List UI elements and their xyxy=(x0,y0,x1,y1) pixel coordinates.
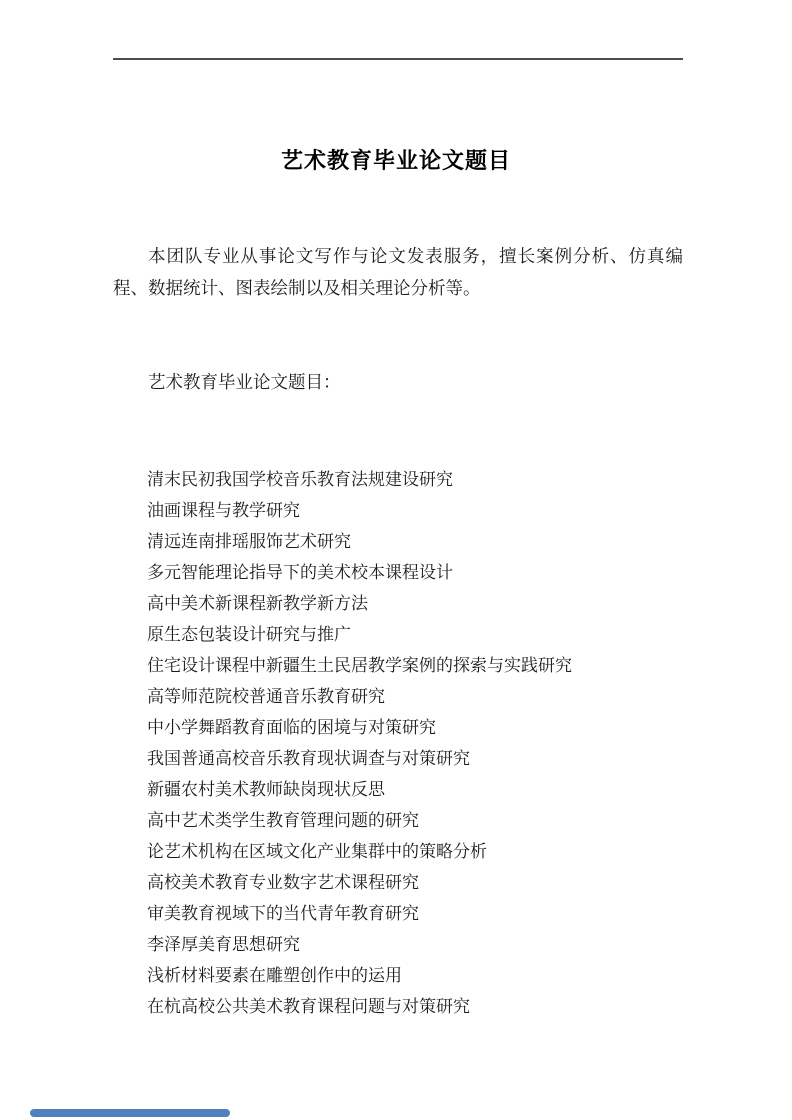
topic-item: 浅析材料要素在雕塑创作中的运用 xyxy=(147,966,402,985)
topic-item: 原生态包装设计研究与推广 xyxy=(147,625,351,644)
topic-item: 在杭高校公共美术教育课程问题与对策研究 xyxy=(147,997,470,1016)
top-horizontal-rule xyxy=(113,58,683,60)
topic-item: 清末民初我国学校音乐教育法规建设研究 xyxy=(147,470,453,489)
topic-item: 油画课程与教学研究 xyxy=(147,501,300,520)
intro-paragraph: 本团队专业从事论文写作与论文发表服务，擅长案例分析、仿真编程、数据统计、图表绘制以及相关理论分析等。 xyxy=(113,246,683,298)
topic-list xyxy=(113,464,713,1022)
topic-item: 高中艺术类学生教育管理问题的研究 xyxy=(147,811,419,830)
topic-list-heading: 艺术教育毕业论文题目： xyxy=(148,372,341,392)
bottom-accent-bar xyxy=(30,1109,230,1117)
topic-item: 多元智能理论指导下的美术校本课程设计 xyxy=(147,563,453,582)
topic-item: 高校美术教育专业数字艺术课程研究 xyxy=(147,873,419,892)
topic-item: 高中美术新课程新教学新方法 xyxy=(147,594,368,613)
topic-item: 新疆农村美术教师缺岗现状反思 xyxy=(147,780,385,799)
topic-item: 论艺术机构在区域文化产业集群中的策略分析 xyxy=(147,842,487,861)
topic-item: 审美教育视域下的当代青年教育研究 xyxy=(147,904,419,923)
topic-item: 李泽厚美育思想研究 xyxy=(147,935,300,954)
topic-item: 我国普通高校音乐教育现状调查与对策研究 xyxy=(147,749,470,768)
topic-item: 高等师范院校普通音乐教育研究 xyxy=(147,687,385,706)
topic-item: 住宅设计课程中新疆生土民居教学案例的探索与实践研究 xyxy=(147,656,572,675)
page-title: 艺术教育毕业论文题目 xyxy=(280,148,511,173)
topic-item: 清远连南排瑶服饰艺术研究 xyxy=(147,532,351,551)
topic-item: 中小学舞蹈教育面临的困境与对策研究 xyxy=(147,718,436,737)
